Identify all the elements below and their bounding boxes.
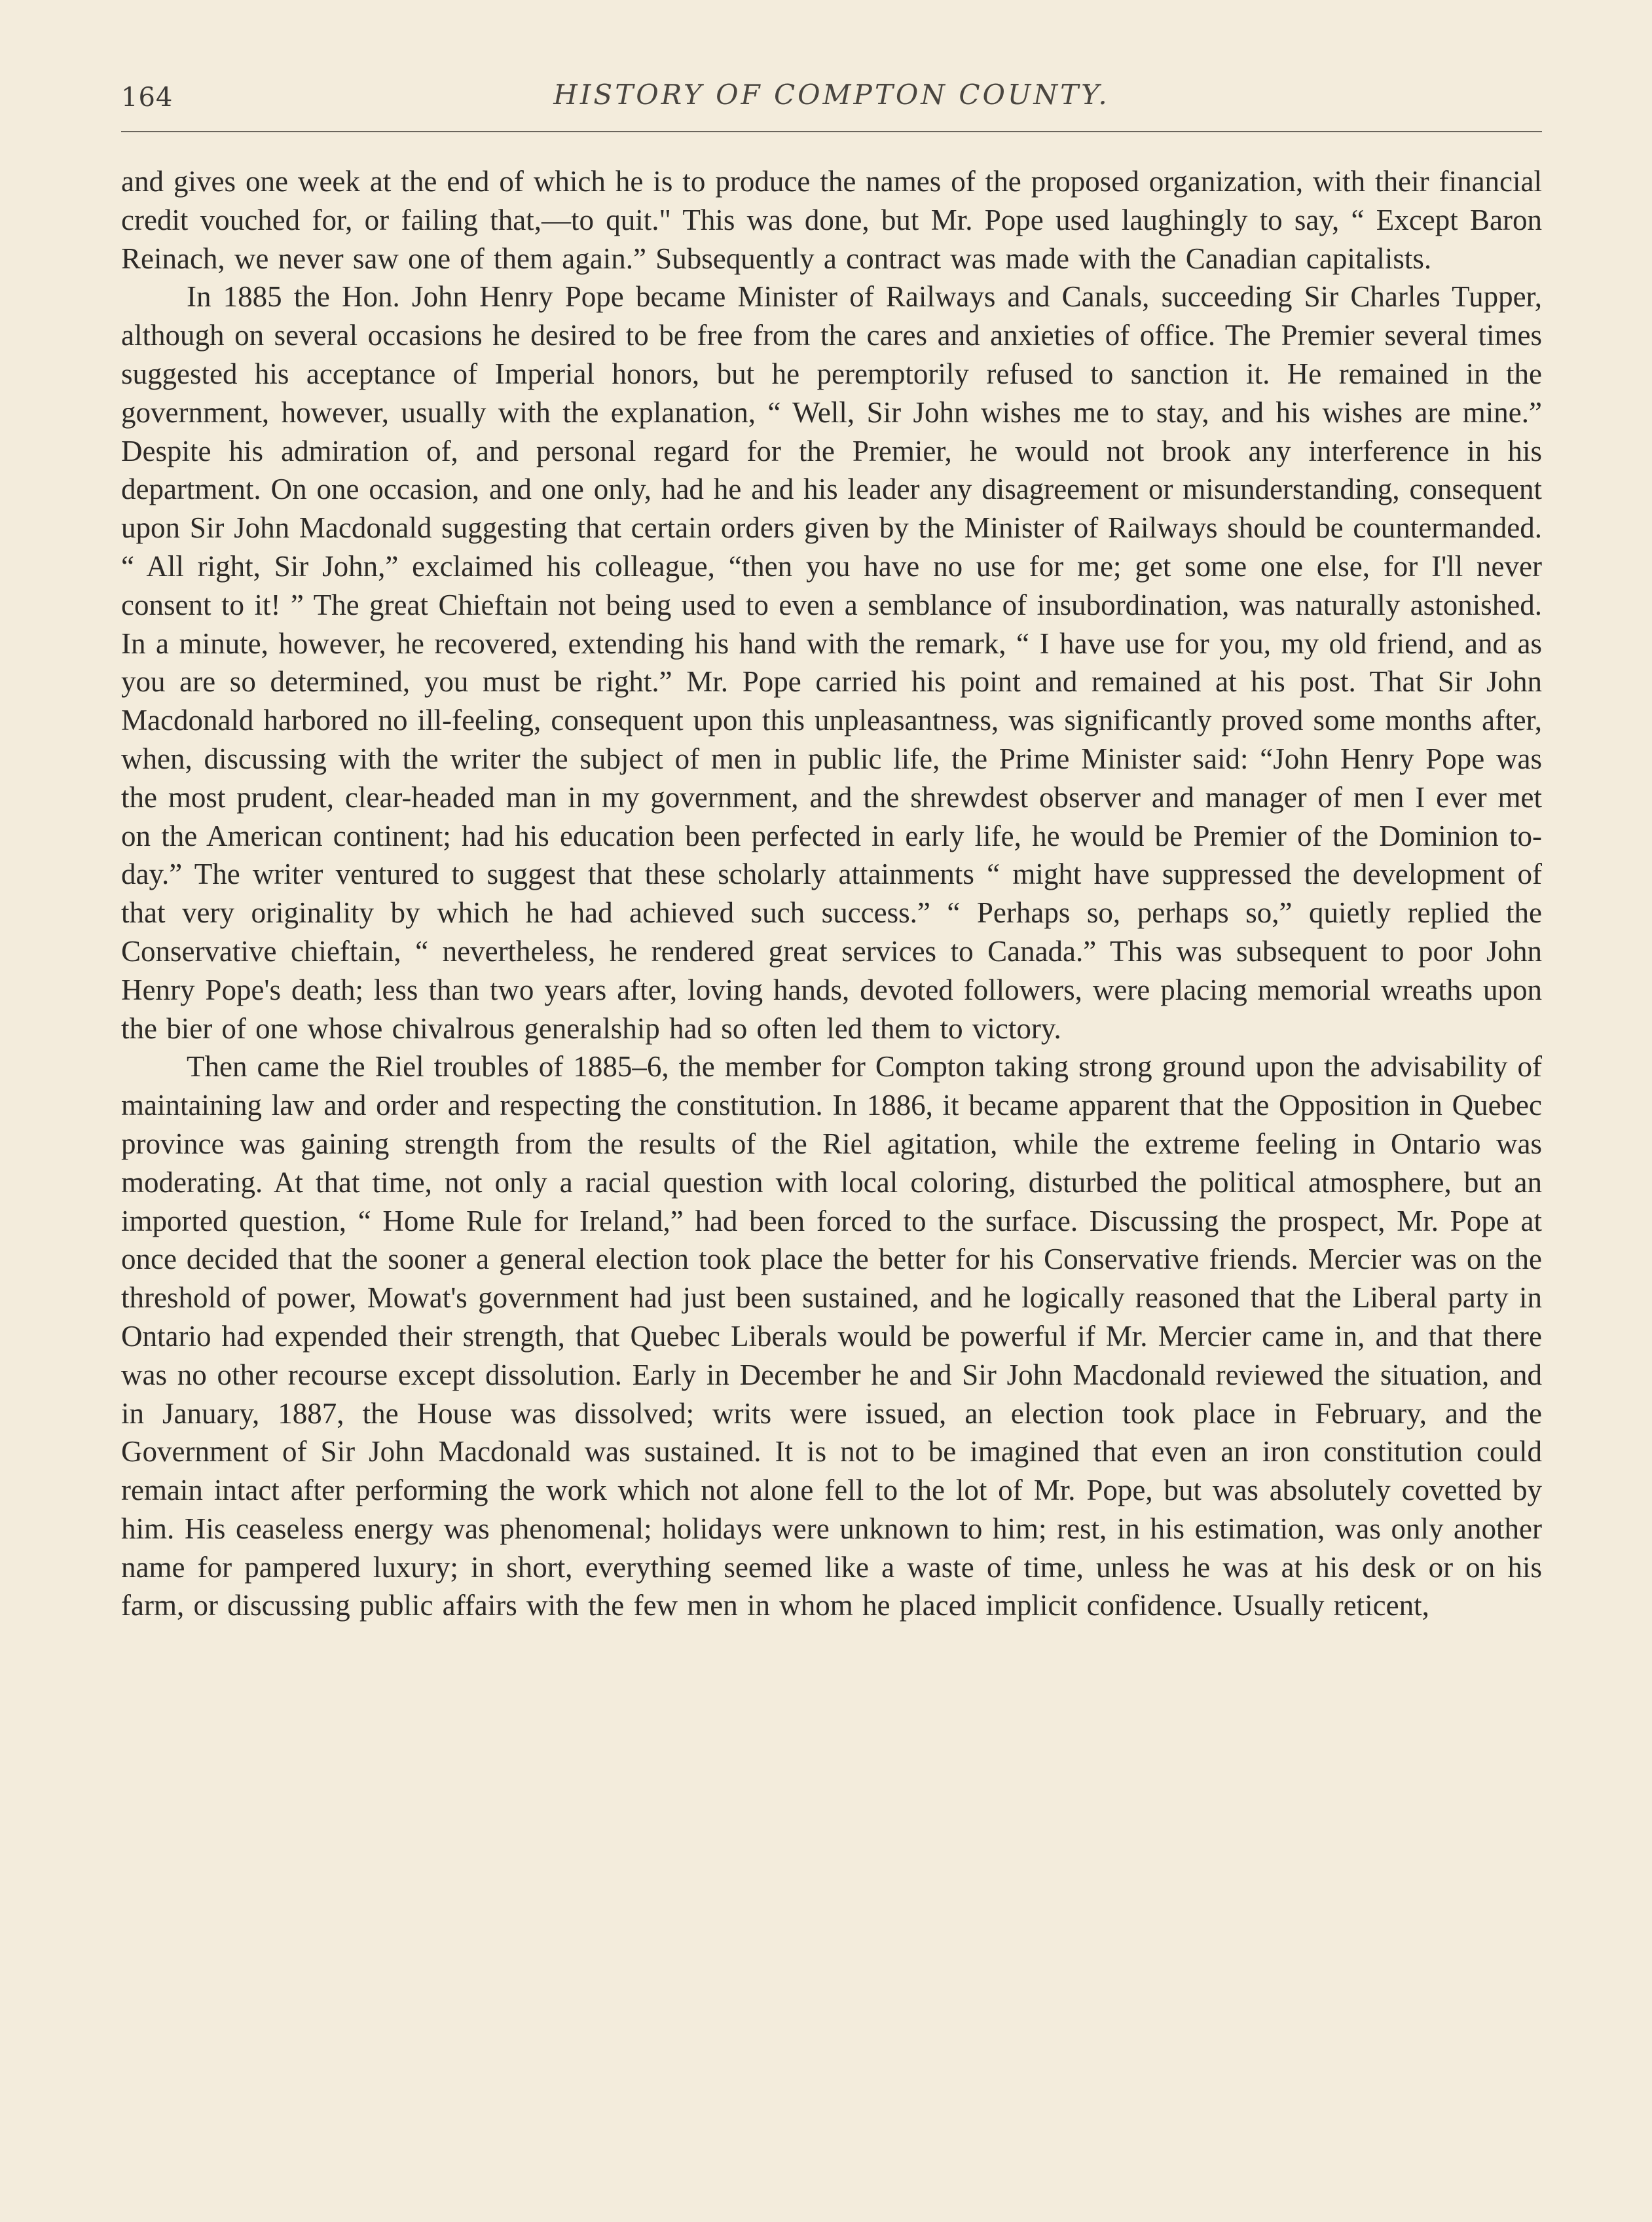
book-title: HISTORY OF COMPTON COUNTY. bbox=[553, 79, 1110, 111]
paragraph-railways-minister: In 1885 the Hon. John Henry Pope became Minister of Railways and Canals, succeeding Sir Charles Tupper, although on several occasions he desired to be free from the cares and anxieties of office. The Premier several times suggested his acceptance of Imperial honors, but he peremptorily refused to sanction it. He remained in the government, however, usually with the explanation, “ Well, Sir John wishes me to stay, and his wishes are mine.” Despite his admiration of, and personal regard for the Premier, he would not brook any interference in his department. On one occasion, and one only, had he and his leader any disagreement or misunderstanding, consequent upon Sir John Macdonald suggesting that certain orders given by the Minister of Railways should be countermanded. “ All right, Sir John,” exclaimed his colleague, “then you have no use for me; get some one else, for I'll never consent to it! ” The great Chieftain not being used to even a semblance of insubordination, was naturally astonished. In a minute, however, he recovered, extending his hand with the remark, “ I have use for you, my old friend, and as you are so determined, you must be right.” Mr. Pope carried his point and remained at his post. That Sir John Macdonald harbored no ill-feeling, consequent upon this unpleasantness, was significantly proved some months after, when, discussing with the writer the subject of men in public life, the Prime Minister said: “John Henry Pope was the most prudent, clear-headed man in my government, and the shrewdest observer and manager of men I ever met on the American continent; had his education been perfected in early life, he would be Premier of the Dominion to-day.” The writer ventured to suggest that these scholarly attainments “ might have suppressed the development of that very originality by which he had achieved such success.” “ Perhaps so, perhaps so,” quietly replied the Conservative chieftain, “ nevertheless, he rendered great services to Canada.” This was subsequent to poor John Henry Pope's death; less than two years after, loving hands, devoted followers, were placing memorial wreaths upon the bier of one whose chivalrous generalship had so often led them to victory. bbox=[121, 280, 1542, 1045]
paragraph-riel-troubles: Then came the Riel troubles of 1885–6, the member for Compton taking strong ground upon the advisability of maintaining law and order and respecting the constitution. In 1886, it became apparent that the Opposition in Quebec province was gaining strength from the results of the Riel agitation, while the extreme feeling in Ontario was moderating. At that time, not only a racial question with local coloring, disturbed the political atmosphere, but an imported question, “ Home Rule for Ireland,” had been forced to the surface. Discussing the prospect, Mr. Pope at once decided that the sooner a general election took place the better for his Conservative friends. Mercier was on the threshold of power, Mowat's government had just been sustained, and he logically reasoned that the Liberal party in Ontario had expended their strength, that Quebec Liberals would be powerful if Mr. Mercier came in, and that there was no other recourse except dissolution. Early in December he and Sir John Macdonald reviewed the situation, and in January, 1887, the House was dissolved; writs were issued, an election took place in February, and the Government of Sir John Macdonald was sustained. It is not to be imagined that even an iron constitution could remain intact after performing the work which not alone fell to the lot of Mr. Pope, but was absolutely covetted by him. His ceaseless energy was phenomenal; holidays were unknown to him; rest, in his estimation, was only another name for pampered luxury; in short, everything seemed like a waste of time, unless he was at his desk or on his farm, or discussing public affairs with the few men in whom he placed implicit confidence. Usually reticent, bbox=[121, 1050, 1542, 1622]
paragraph-continuation: and gives one week at the end of which he is to produce the names of the proposed organization, with their financial credit vouched for, or failing that,—to quit." This was done, but Mr. Pope used laughingly to say, “ Except Baron Reinach, we never saw one of them again.” Subsequently a contract was made with the Canadian capitalists. bbox=[121, 165, 1542, 275]
running-head bbox=[121, 72, 1542, 124]
body-text bbox=[121, 162, 1542, 1625]
header-rule bbox=[121, 131, 1542, 132]
page-number: 164 bbox=[121, 82, 174, 113]
